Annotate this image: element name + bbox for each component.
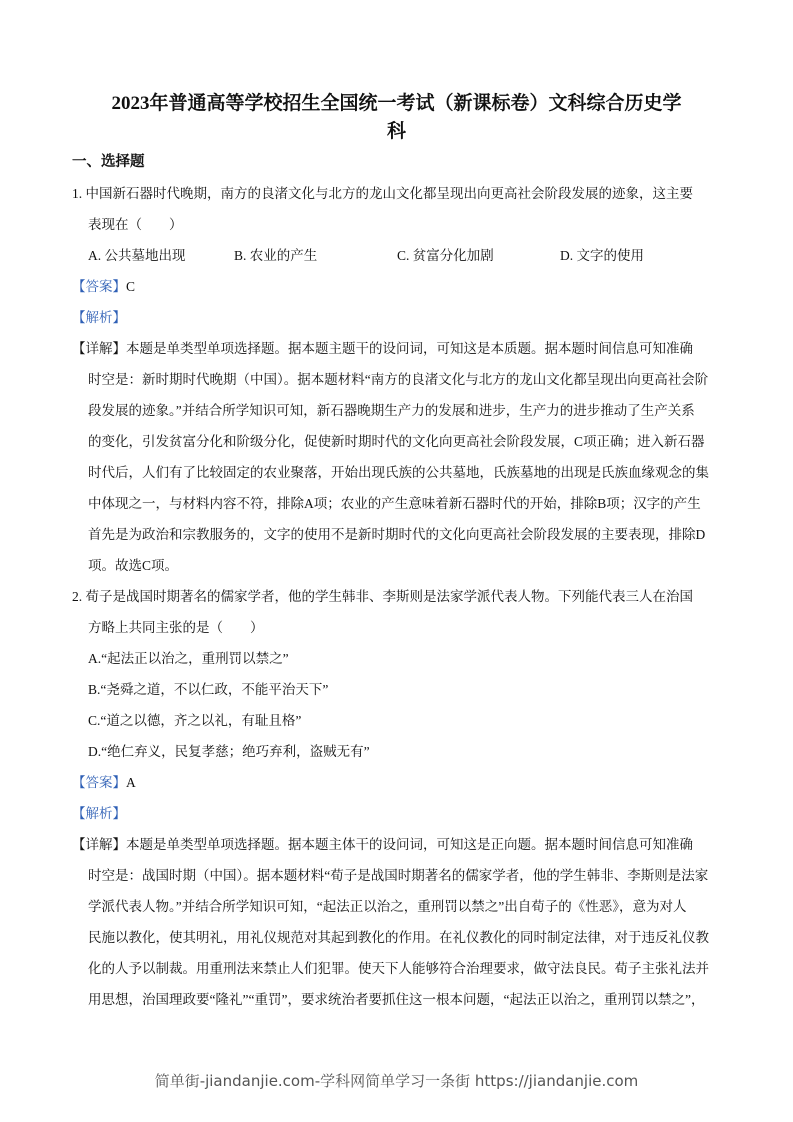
q1-option-b: B. 农业的产生 bbox=[234, 248, 318, 263]
detail-text: 中体现之一，与材料内容不符，排除A项；农业的产生意味着新石器时代的开始，排除B项；汉字的产生 bbox=[88, 496, 701, 511]
q1-stem: 1. 中国新石器时代晚期，南方的良渚文化与北方的龙山文化都呈现出向更高社会阶段发展的迹象，这主要 bbox=[72, 186, 693, 201]
q2-detail-line bbox=[88, 864, 708, 884]
detail-tag: 【详解】 bbox=[72, 837, 126, 852]
answer-value: C bbox=[126, 279, 136, 294]
detail-text: 学派代表人物。”并结合所学知识可知，“起法正以治之，重刑罚以禁之”出自荀子的《性恶》，意为对人 bbox=[88, 899, 687, 914]
detail-text: 本题是单类型单项选择题。据本题主体干的设问词，可知这是正向题。据本题时间信息可知准确 bbox=[126, 837, 693, 852]
q1-detail-line bbox=[88, 554, 178, 574]
detail-text: 段发展的迹象。”并结合所学知识可知，新石器晚期生产力的发展和进步，生产力的进步推动了生产关系 bbox=[88, 403, 695, 418]
detail-text: 时代后，人们有了比较固定的农业聚落，开始出现氏族的公共墓地，氏族墓地的出现是氏族血缘观念的集 bbox=[88, 465, 709, 480]
q2-option-a: A.“起法正以治之，重刑罚以禁之” bbox=[88, 651, 289, 666]
q2-option-c: C.“道之以德，齐之以礼，有耻且格” bbox=[88, 713, 302, 728]
section-heading: 一、选择题 bbox=[72, 154, 145, 170]
q2-option-b: B.“尧舜之道，不以仁政，不能平治天下” bbox=[88, 682, 329, 697]
q1-detail-line bbox=[88, 368, 708, 388]
q1-stem-cont: 表现在（ ） bbox=[88, 217, 183, 232]
answer-tag: 【答案】 bbox=[72, 279, 126, 294]
detail-text: 用思想，治国理政要“隆礼”“重罚”，要求统治者要抓住这一根本问题，“起法正以治之，重刑罚以禁之”， bbox=[88, 992, 705, 1007]
document-title-cont: 科 bbox=[386, 121, 406, 142]
q1-option-a: A. 公共墓地出现 bbox=[88, 248, 186, 263]
q2-option-d: D.“绝仁弃义，民复孝慈；绝巧弃利，盗贼无有” bbox=[88, 744, 370, 759]
detail-text: 项。故选C项。 bbox=[88, 558, 179, 573]
detail-text: 首先是为政治和宗教服务的，文字的使用不是新时期时代的文化向更高社会阶段发展的主要表现，排除D bbox=[88, 527, 706, 542]
q2-analysis-tag: 【解析】 bbox=[72, 806, 126, 821]
detail-text: 化的人予以制裁。用重刑法来禁止人们犯罪。使天下人能够符合治理要求，做守法良民。荀子主张礼法并 bbox=[88, 961, 709, 976]
q2-detail-line bbox=[72, 833, 693, 853]
detail-tag: 【详解】 bbox=[72, 341, 126, 356]
q2-stem: 2. 荀子是战国时期著名的儒家学者，他的学生韩非、李斯则是法家学派代表人物。下列能代表三人在治国 bbox=[72, 589, 693, 604]
q1-detail-line bbox=[88, 399, 695, 419]
q2-detail-line bbox=[88, 957, 709, 977]
answer-value: A bbox=[126, 775, 136, 790]
q1-detail-line bbox=[88, 430, 705, 450]
detail-text: 时空是：战国时期（中国）。据本题材料“荀子是战国时期著名的儒家学者，他的学生韩非、李斯则是法家 bbox=[88, 868, 709, 883]
q2-detail-line bbox=[88, 926, 709, 946]
detail-text: 的变化，引发贫富分化和阶级分化，促使新时期时代的文化向更高社会阶段发展，C项正确；进入新石器 bbox=[88, 434, 705, 449]
q2-detail-line bbox=[88, 988, 704, 1008]
q1-option-d: D. 文字的使用 bbox=[560, 248, 644, 263]
q1-answer bbox=[72, 275, 135, 295]
q1-detail-line bbox=[72, 337, 693, 357]
q2-detail-line bbox=[88, 895, 686, 915]
detail-text: 时空是：新时期时代晚期（中国）。据本题材料“南方的良渚文化与北方的龙山文化都呈现出向更高社会阶 bbox=[88, 372, 709, 387]
q1-option-c: C. 贫富分化加剧 bbox=[397, 248, 494, 263]
detail-text: 民施以教化，使其明礼，用礼仪规范对其起到教化的作用。在礼仪教化的同时制定法律，对于违反礼仪教 bbox=[88, 930, 709, 945]
q2-stem-cont: 方略上共同主张的是（ ） bbox=[88, 620, 264, 635]
q2-answer bbox=[72, 771, 136, 791]
q1-detail-line bbox=[88, 523, 705, 543]
q1-detail-line bbox=[88, 461, 709, 481]
detail-text: 本题是单类型单项选择题。据本题主题干的设问词，可知这是本质题。据本题时间信息可知准确 bbox=[126, 341, 693, 356]
document-title: 2023年普通高等学校招生全国统一考试（新课标卷）文科综合历史学 bbox=[111, 93, 682, 114]
footer-watermark: 简单街-jiandanjie.com-学科网简单学习一条街 https://jiandanjie.com bbox=[154, 1072, 639, 1090]
q1-analysis-tag: 【解析】 bbox=[72, 310, 126, 325]
q1-detail-line bbox=[88, 492, 701, 512]
answer-tag: 【答案】 bbox=[72, 775, 126, 790]
